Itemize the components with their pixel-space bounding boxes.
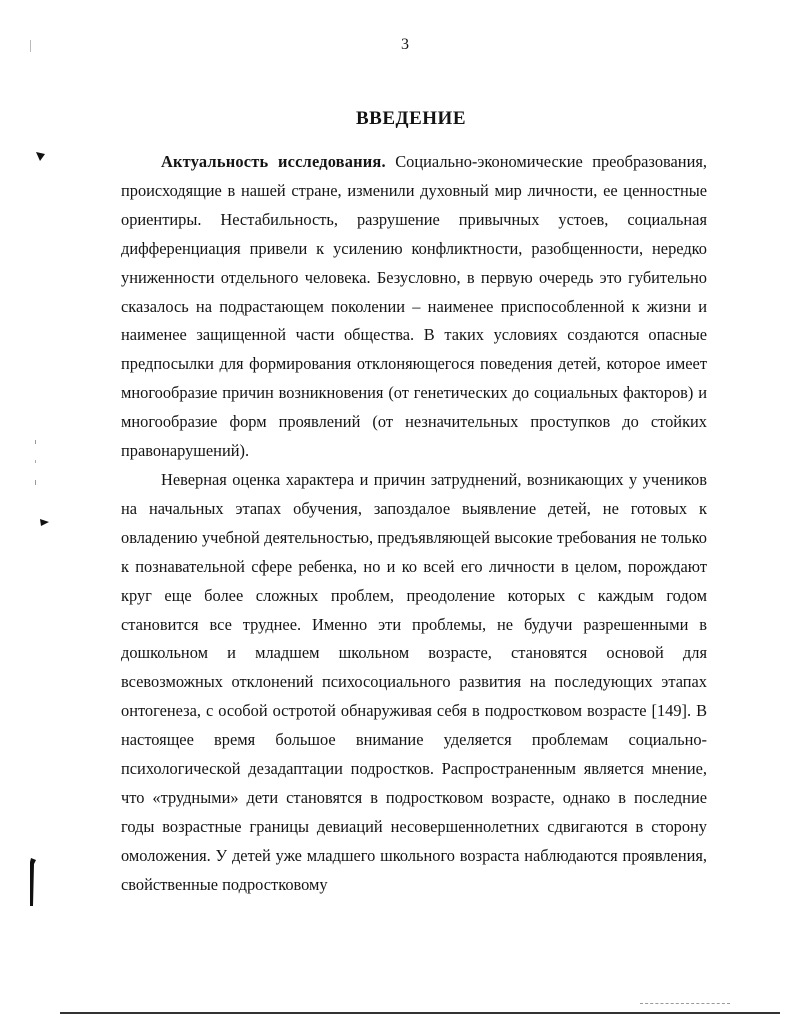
page-title: ВВЕДЕНИЕ <box>356 108 466 129</box>
page-number: 3 <box>401 36 409 53</box>
margin-bracket-icon <box>28 858 38 906</box>
paragraph-lead: Актуальность исследования. <box>161 152 386 171</box>
scan-noise-dots <box>34 440 37 500</box>
margin-arrow-icon <box>36 152 45 161</box>
body-text <box>121 148 707 900</box>
scan-edge-dash <box>640 1003 730 1005</box>
margin-dot-icon <box>40 518 49 527</box>
paragraph-relevance <box>121 148 707 466</box>
scan-bottom-edge <box>60 1012 780 1014</box>
paragraph-assessment: Неверная оценка характера и причин затруднений, возникающих у учеников на начальных этапах обучения, запоздалое выявление детей, не готовых к овладению учебной деятельностью, предъявляющей высокие требования не только к познавательной сфере ребенка, но и ко всей его личности в целом, порождают круг еще более сложных проблем, преодоление которых с каждым годом становится все труднее. Именно эти проблемы, не будучи разрешенными в дошкольном и младшем школьном возрасте, становятся основой для всевозможных отклонений психосоциального развития на последующих этапах онтогенеза, с особой остротой обнаруживая себя в подростковом возрасте [149]. В настоящее время большое внимание уделяется проблемам социально-психологической дезадаптации подростков. Распространенным является мнение, что «трудными» дети становятся в подростковом возрасте, однако в последние годы возрастные границы девиаций несовершеннолетних сдвигаются в сторону омоложения. У детей уже младшего школьного возраста наблюдаются проявления, свойственные подростковому <box>121 469 707 894</box>
paragraph-text: Социально-экономические преобразования, происходящие в нашей стране, изменили духовный мир личности, ее ценностные ориентиры. Нестабильность, разрушение привычных устоев, социальная дифференциация привели к усилению конфликтности, разобщенности, нередко униженности отдельного человека. Безусловно, в первую очередь это губительно сказалось на подрастающем поколении – наименее приспособленной к жизни и наименее защищенной части общества. В таких условиях создаются опасные предпосылки для формирования отклоняющегося поведения детей, которое имеет многообразие причин возникновения (от генетических до социальных факторов) и многообразие форм проявлений (от незначительных проступков до стойких правонарушений). <box>121 152 707 461</box>
